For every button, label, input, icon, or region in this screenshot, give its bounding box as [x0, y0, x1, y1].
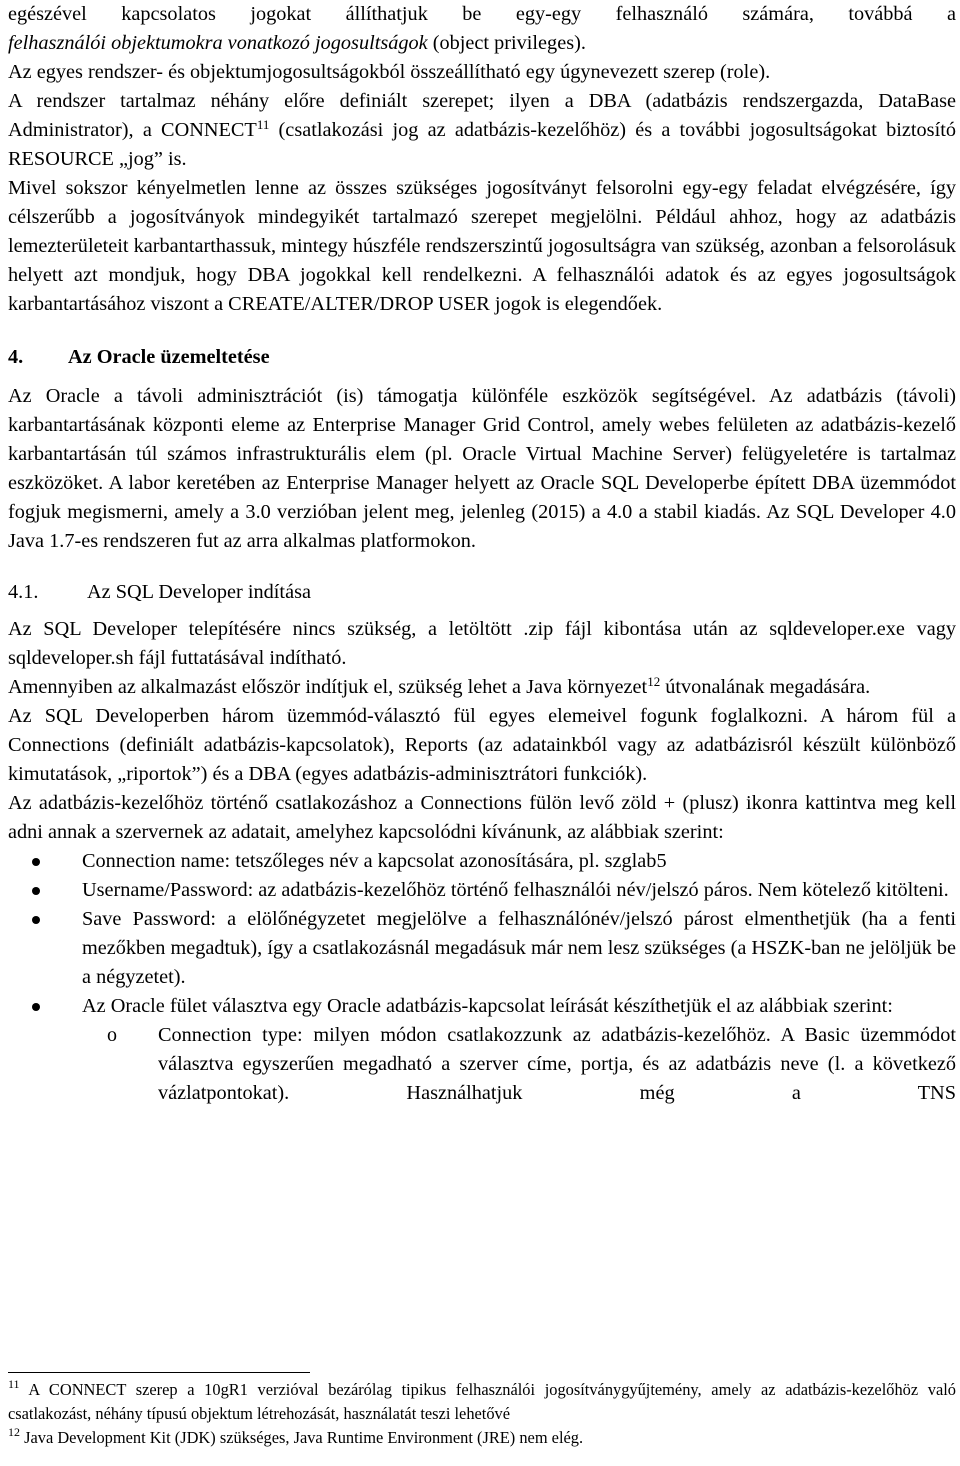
section-4-title: Az Oracle üzemeltetése	[68, 346, 270, 368]
sublist-item-text: Connection type: milyen módon csatlakozzunk az adatbázis-kezelőhöz. A Basic üzemmódot választva egyszerűen megadható a szerver címe, portja, és az adatbázis neve (l. a következő vázlatpontokat). Használhatjuk még a TNS	[158, 1024, 956, 1104]
footnote-11-text: A CONNECT szerep a 10gR1 verzióval bezárólag tipikus felhasználói jogosítványgyűjtemény, amely az adatbázis-kezelőhöz való csatlakozást, néhány típusú objektum létrehozását, használatát teszi lehetővé	[8, 1380, 956, 1423]
oracle-tab-sublist	[8, 1021, 956, 1108]
intro-line-1: egészével kapcsolatos jogokat állíthatjuk be egy-egy felhasználó számára, továbbá a	[8, 3, 956, 25]
roles-text-after: (csatlakozási jog az adatbázis-kezelőhöz) és a további jogosultságokat biztosító RESOURCE „jog” is.	[8, 119, 956, 170]
list-item-text: Save Password: a elölőnégyzetet megjelölve a felhasználónév/jelszó párost elmenthetjük (ha a fenti mezőkben megadtuk), így a csatlakozásnál megadásuk már nem lesz szükséges (a HSZK-ban ne jelöljük be a négyzetet).	[82, 908, 956, 988]
footnote-11	[8, 1378, 956, 1426]
install-paragraph: Az SQL Developer telepítésére nincs szükség, a letöltött .zip fájl kibontása után az sqldeveloper.exe vagy sqldeveloper.sh fájl futtatásával indítható.	[8, 618, 956, 669]
section-4-1-number: 4.1.	[8, 581, 39, 603]
footnote-ref-11[interactable]: 11	[256, 117, 270, 132]
list-item	[8, 992, 956, 1108]
footnote-separator	[8, 1372, 310, 1373]
bullet-dot-icon	[32, 916, 40, 924]
section-4-1-heading	[8, 578, 956, 607]
document-page	[8, 0, 956, 1108]
bullet-dot-icon	[32, 887, 40, 895]
intro-line-3: Az egyes rendszer- és objektumjogosultságokból összeállítható egy úgynevezett szerep (role).	[8, 61, 771, 83]
footnote-ref-12[interactable]: 12	[647, 674, 661, 689]
java-env-paragraph	[8, 673, 956, 702]
roles-paragraph	[8, 87, 956, 174]
list-item	[8, 847, 956, 876]
footnote-mark-12: 12	[8, 1425, 20, 1439]
list-item-text: Username/Password: az adatbázis-kezelőhöz történő felhasználói név/jelszó páros. Nem kötelező kitölteni.	[82, 879, 949, 901]
list-item-text: Az Oracle fület választva egy Oracle adatbázis-kapcsolat leírását készíthetjük el az alábbiak szerint:	[82, 995, 893, 1017]
footnote-12	[8, 1426, 956, 1450]
roles-text-before: A rendszer tartalmaz néhány előre definiált szerepet; ilyen a DBA (adatbázis rendszergazda, DataBase Administrator), a CONNECT	[8, 90, 956, 141]
object-privileges-suffix: (object privileges).	[427, 32, 586, 54]
sublist-item	[8, 1021, 956, 1108]
section-4-number: 4.	[8, 346, 24, 368]
section-4-1-title: Az SQL Developer indítása	[87, 581, 311, 603]
object-privileges-term: felhasználói objektumokra vonatkozó jogosultságok	[8, 32, 428, 54]
footnote-12-text: Java Development Kit (JDK) szükséges, Java Runtime Environment (JRE) nem elég.	[20, 1428, 584, 1447]
tabs-paragraph: Az SQL Developerben három üzemmód-választó fül egyes elemeivel fogunk foglalkozni. A három fül a Connections (definiált adatbázis-kapcsolatok), Reports (az adatainkból vagy az adatbázisról készült különböző kimutatások, „riportok”) és a DBA (egyes adatbázis-adminisztrátori funkciók).	[8, 705, 956, 785]
bullet-dot-icon	[32, 1003, 40, 1011]
java-env-text-before: Amennyiben az alkalmazást először indítjuk el, szükség lehet a Java környezet	[8, 676, 648, 698]
list-item	[8, 876, 956, 905]
connection-paragraph: Az adatbázis-kezelőhöz történő csatlakozáshoz a Connections fülön levő zöld + (plusz) ikonra kattintva meg kell adni annak a szervernek az adatait, amelyhez kapcsolódni kívánunk, az alábbiak szerint:	[8, 792, 956, 843]
section-4-heading	[8, 343, 956, 372]
sub-bullet-marker: o	[107, 1024, 117, 1046]
list-item-text: Connection name: tetszőleges név a kapcsolat azonosítására, pl. szglab5	[82, 850, 667, 872]
connection-fields-list	[8, 847, 956, 1108]
section-4-paragraph: Az Oracle a távoli adminisztrációt (is) támogatja különféle eszközök segítségével. Az adatbázis (távoli) karbantartásának központi eleme az Enterprise Manager Grid Control, amely webes felületen az adatbázis-kezelő karbantartásán túl számos infrastrukturális elem (pl. Oracle Virtual Machine Server) felügyeletére is tartalmaz eszközöket. A labor keretében az Enterprise Manager helyett az Oracle SQL Developerbe épített DBA üzemmódot fogjuk megismerni, amely a 3.0 verzióban jelent meg, jelenleg (2015) a 4.0 a stabil kiadás. Az SQL Developer 4.0 Java 1.7-es rendszeren fut az arra alkalmas platformokon.	[8, 385, 956, 552]
intro-line-2	[8, 29, 956, 58]
footnotes	[8, 1378, 956, 1450]
list-item	[8, 905, 956, 992]
dba-paragraph: Mivel sokszor kényelmetlen lenne az összes szükséges jogosítványt felsorolni egy-egy feladat elvégzésére, így célszerűbb a jogosítványok mindegyikét tartalmazó szerepet megjelölni. Például ahhoz, hogy az adatbázis lemezterületeit karbantarthassuk, mintegy húszféle rendszerszintű jogosultságra van szükség, azonban a felsorolásuk helyett azt mondjuk, hogy DBA jogokkal kell rendelkezni. A felhasználói adatok és az egyes jogosultságok karbantartásához viszont a CREATE/ALTER/DROP USER jogok is elegendőek.	[8, 177, 956, 315]
bullet-dot-icon	[32, 858, 40, 866]
footnote-mark-11: 11	[8, 1377, 20, 1391]
java-env-text-after: útvonalának megadására.	[660, 676, 871, 698]
